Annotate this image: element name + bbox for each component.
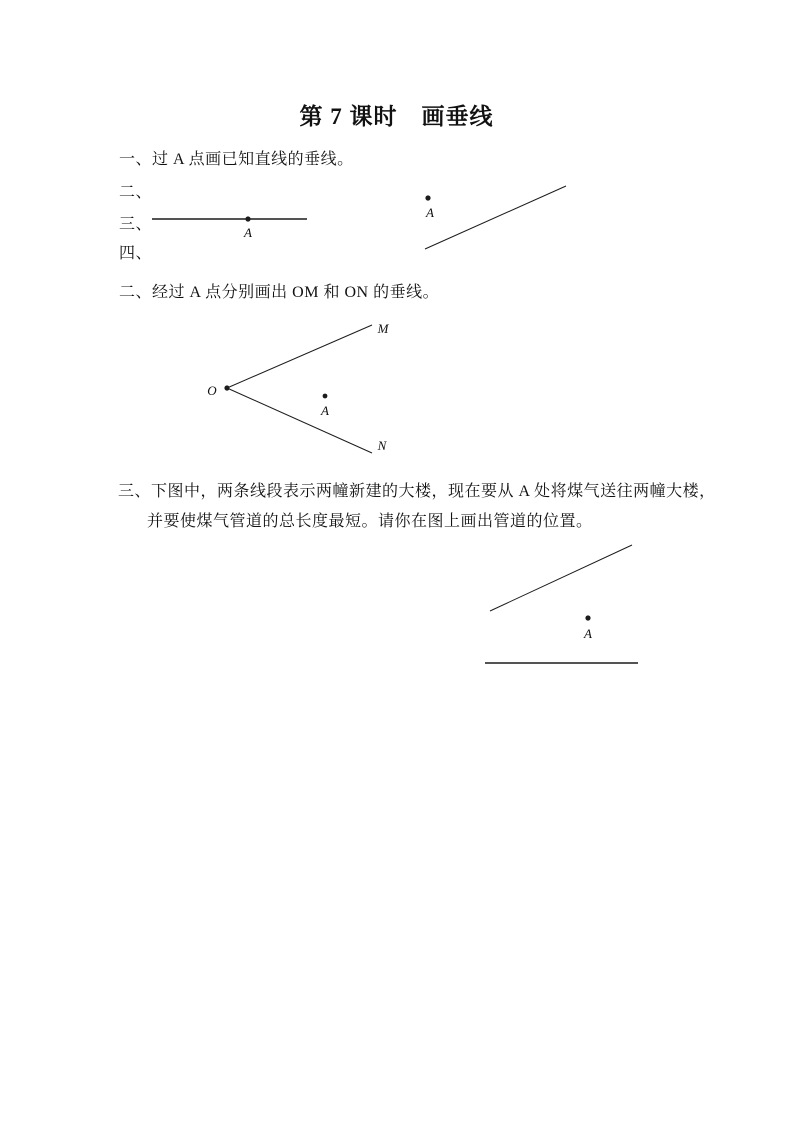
- fig2-point-a-label: A: [426, 205, 434, 220]
- section1-heading: 一、过 A 点画已知直线的垂线。: [119, 151, 354, 168]
- fig3-ray-n-label: N: [377, 438, 387, 453]
- fig4-point-a-label: A: [584, 626, 592, 641]
- fig3-vertex-o-dot: [224, 385, 229, 390]
- fig3-ray-m-label: M: [377, 321, 389, 336]
- section1-item4-label: 四、: [119, 245, 153, 262]
- fig3-vertex-o-label: O: [207, 383, 217, 398]
- page-title: 第 7 课时 画垂线: [299, 104, 494, 129]
- fig3-ray-on: [227, 388, 372, 453]
- section3-heading-line2: 并要使煤气管道的总长度最短。请你在图上画出管道的位置。: [147, 513, 593, 530]
- fig1-point-a-label: A: [244, 225, 252, 240]
- section1-item3-label: 三、: [119, 216, 153, 233]
- fig4-point-a-dot: [585, 615, 590, 620]
- fig1-point-a-dot: [245, 216, 250, 221]
- section3-heading-line1: 三、下图中，两条线段表示两幢新建的大楼，现在要从 A 处将煤气送往两幢大楼，: [118, 483, 716, 500]
- fig2-slanted-line: [425, 186, 566, 249]
- fig3-point-a-dot: [323, 394, 328, 399]
- fig2-point-a-dot: [425, 195, 430, 200]
- fig3-point-a-label: A: [321, 403, 329, 418]
- fig4-upper-building-segment: [490, 545, 632, 611]
- fig3-ray-om: [227, 325, 372, 388]
- section1-item2-label: 二、: [119, 184, 153, 201]
- section2-heading: 二、经过 A 点分别画出 OM 和 ON 的垂线。: [119, 284, 440, 301]
